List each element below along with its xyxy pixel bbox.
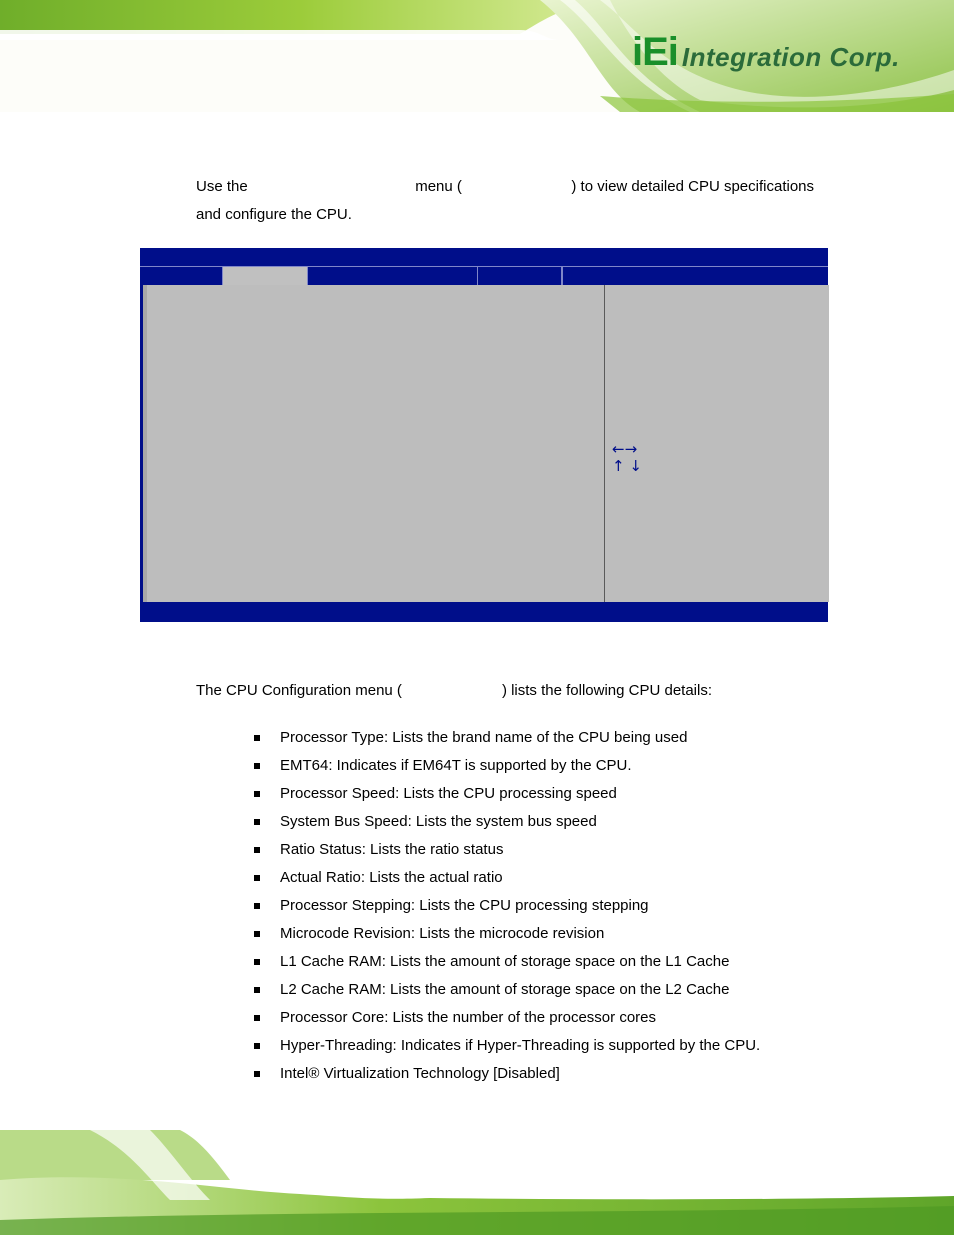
footer-graphic [0, 1130, 954, 1235]
bios-screen [140, 248, 828, 622]
details-intro [196, 677, 814, 705]
page-header-banner [0, 0, 954, 112]
bios-tab-exit[interactable] [562, 267, 563, 285]
bullet-square-icon [254, 903, 260, 909]
bullet-square-icon [254, 931, 260, 937]
list-item-text: System Bus Speed: Lists the system bus speed [280, 813, 597, 830]
bios-help-panel [604, 285, 829, 602]
bios-settings-panel [143, 285, 607, 602]
bullet-square-icon [254, 847, 260, 853]
bios-tab-chipset[interactable] [308, 267, 478, 285]
list-item-text: Processor Core: Lists the number of the processor cores [280, 1009, 656, 1026]
list-item-text: Microcode Revision: Lists the microcode revision [280, 925, 605, 942]
list-item [252, 864, 872, 892]
list-item-text: Ratio Status: Lists the ratio status [280, 841, 504, 858]
bios-title-bar [140, 248, 828, 266]
cpu-details-list [252, 724, 872, 1088]
bios-tab-bar [140, 266, 828, 286]
list-item [252, 752, 872, 780]
logo-mark: iEi [632, 30, 678, 74]
list-item [252, 1032, 872, 1060]
intro-paragraph [196, 173, 814, 229]
bullet-square-icon [254, 987, 260, 993]
left-right-arrow-icon: ←→ [612, 440, 638, 458]
logo-text: Integration Corp. [681, 42, 900, 72]
list-item [252, 724, 872, 752]
menu-name-placeholder [255, 173, 407, 201]
bullet-square-icon [254, 875, 260, 881]
list-item-text: Processor Speed: Lists the CPU processing speed [280, 785, 617, 802]
bios-nav-keys [612, 441, 642, 475]
bios-tab-advanced[interactable] [223, 267, 308, 285]
list-item-text: Intel® Virtualization Technology [Disabled] [280, 1065, 560, 1083]
intro-line-2: and configure the CPU. [196, 206, 352, 223]
intro-text-c: ) to view detailed CPU specifications [571, 178, 814, 195]
list-item [252, 976, 872, 1004]
intro-text-a: Use the [196, 178, 248, 195]
bullet-square-icon [254, 763, 260, 769]
up-down-arrow-icon: ↑ ↓ [612, 457, 642, 475]
list-item [252, 892, 872, 920]
list-item [252, 836, 872, 864]
list-item [252, 1060, 872, 1088]
bios-tab-main[interactable] [140, 267, 223, 285]
bullet-square-icon [254, 1071, 260, 1077]
list-item-text: Processor Stepping: Lists the CPU processing stepping [280, 897, 649, 914]
bios-tab-boot[interactable] [478, 267, 562, 285]
list-item-text: Processor Type: Lists the brand name of the CPU being used [280, 729, 688, 746]
list-item [252, 808, 872, 836]
details-intro-b: ) lists the following CPU details: [501, 682, 713, 699]
list-item [252, 1004, 872, 1032]
bullet-square-icon [254, 1015, 260, 1021]
list-item [252, 920, 872, 948]
intro-line-1 [196, 173, 814, 201]
figure-ref-placeholder [470, 173, 564, 201]
list-item-text: EMT64: Indicates if EM64T is supported by the CPU. [280, 757, 632, 774]
bios-footer-bar [140, 602, 828, 622]
list-item-text: L1 Cache RAM: Lists the amount of storage space on the L1 Cache [280, 953, 730, 970]
list-item [252, 780, 872, 808]
list-item [252, 948, 872, 976]
bullet-square-icon [254, 791, 260, 797]
bullet-square-icon [254, 819, 260, 825]
bullet-square-icon [254, 1043, 260, 1049]
list-item-text: Actual Ratio: Lists the actual ratio [280, 869, 503, 886]
details-intro-a: The CPU Configuration menu ( [196, 682, 402, 699]
company-logo [632, 28, 900, 72]
bullet-square-icon [254, 959, 260, 965]
intro-text-b: menu ( [415, 178, 462, 195]
list-item-text: L2 Cache RAM: Lists the amount of storage space on the L2 Cache [280, 981, 730, 998]
list-item-text: Hyper-Threading: Indicates if Hyper-Threading is supported by the CPU. [280, 1037, 761, 1055]
bullet-square-icon [254, 735, 260, 741]
page-footer-banner [0, 1130, 954, 1235]
